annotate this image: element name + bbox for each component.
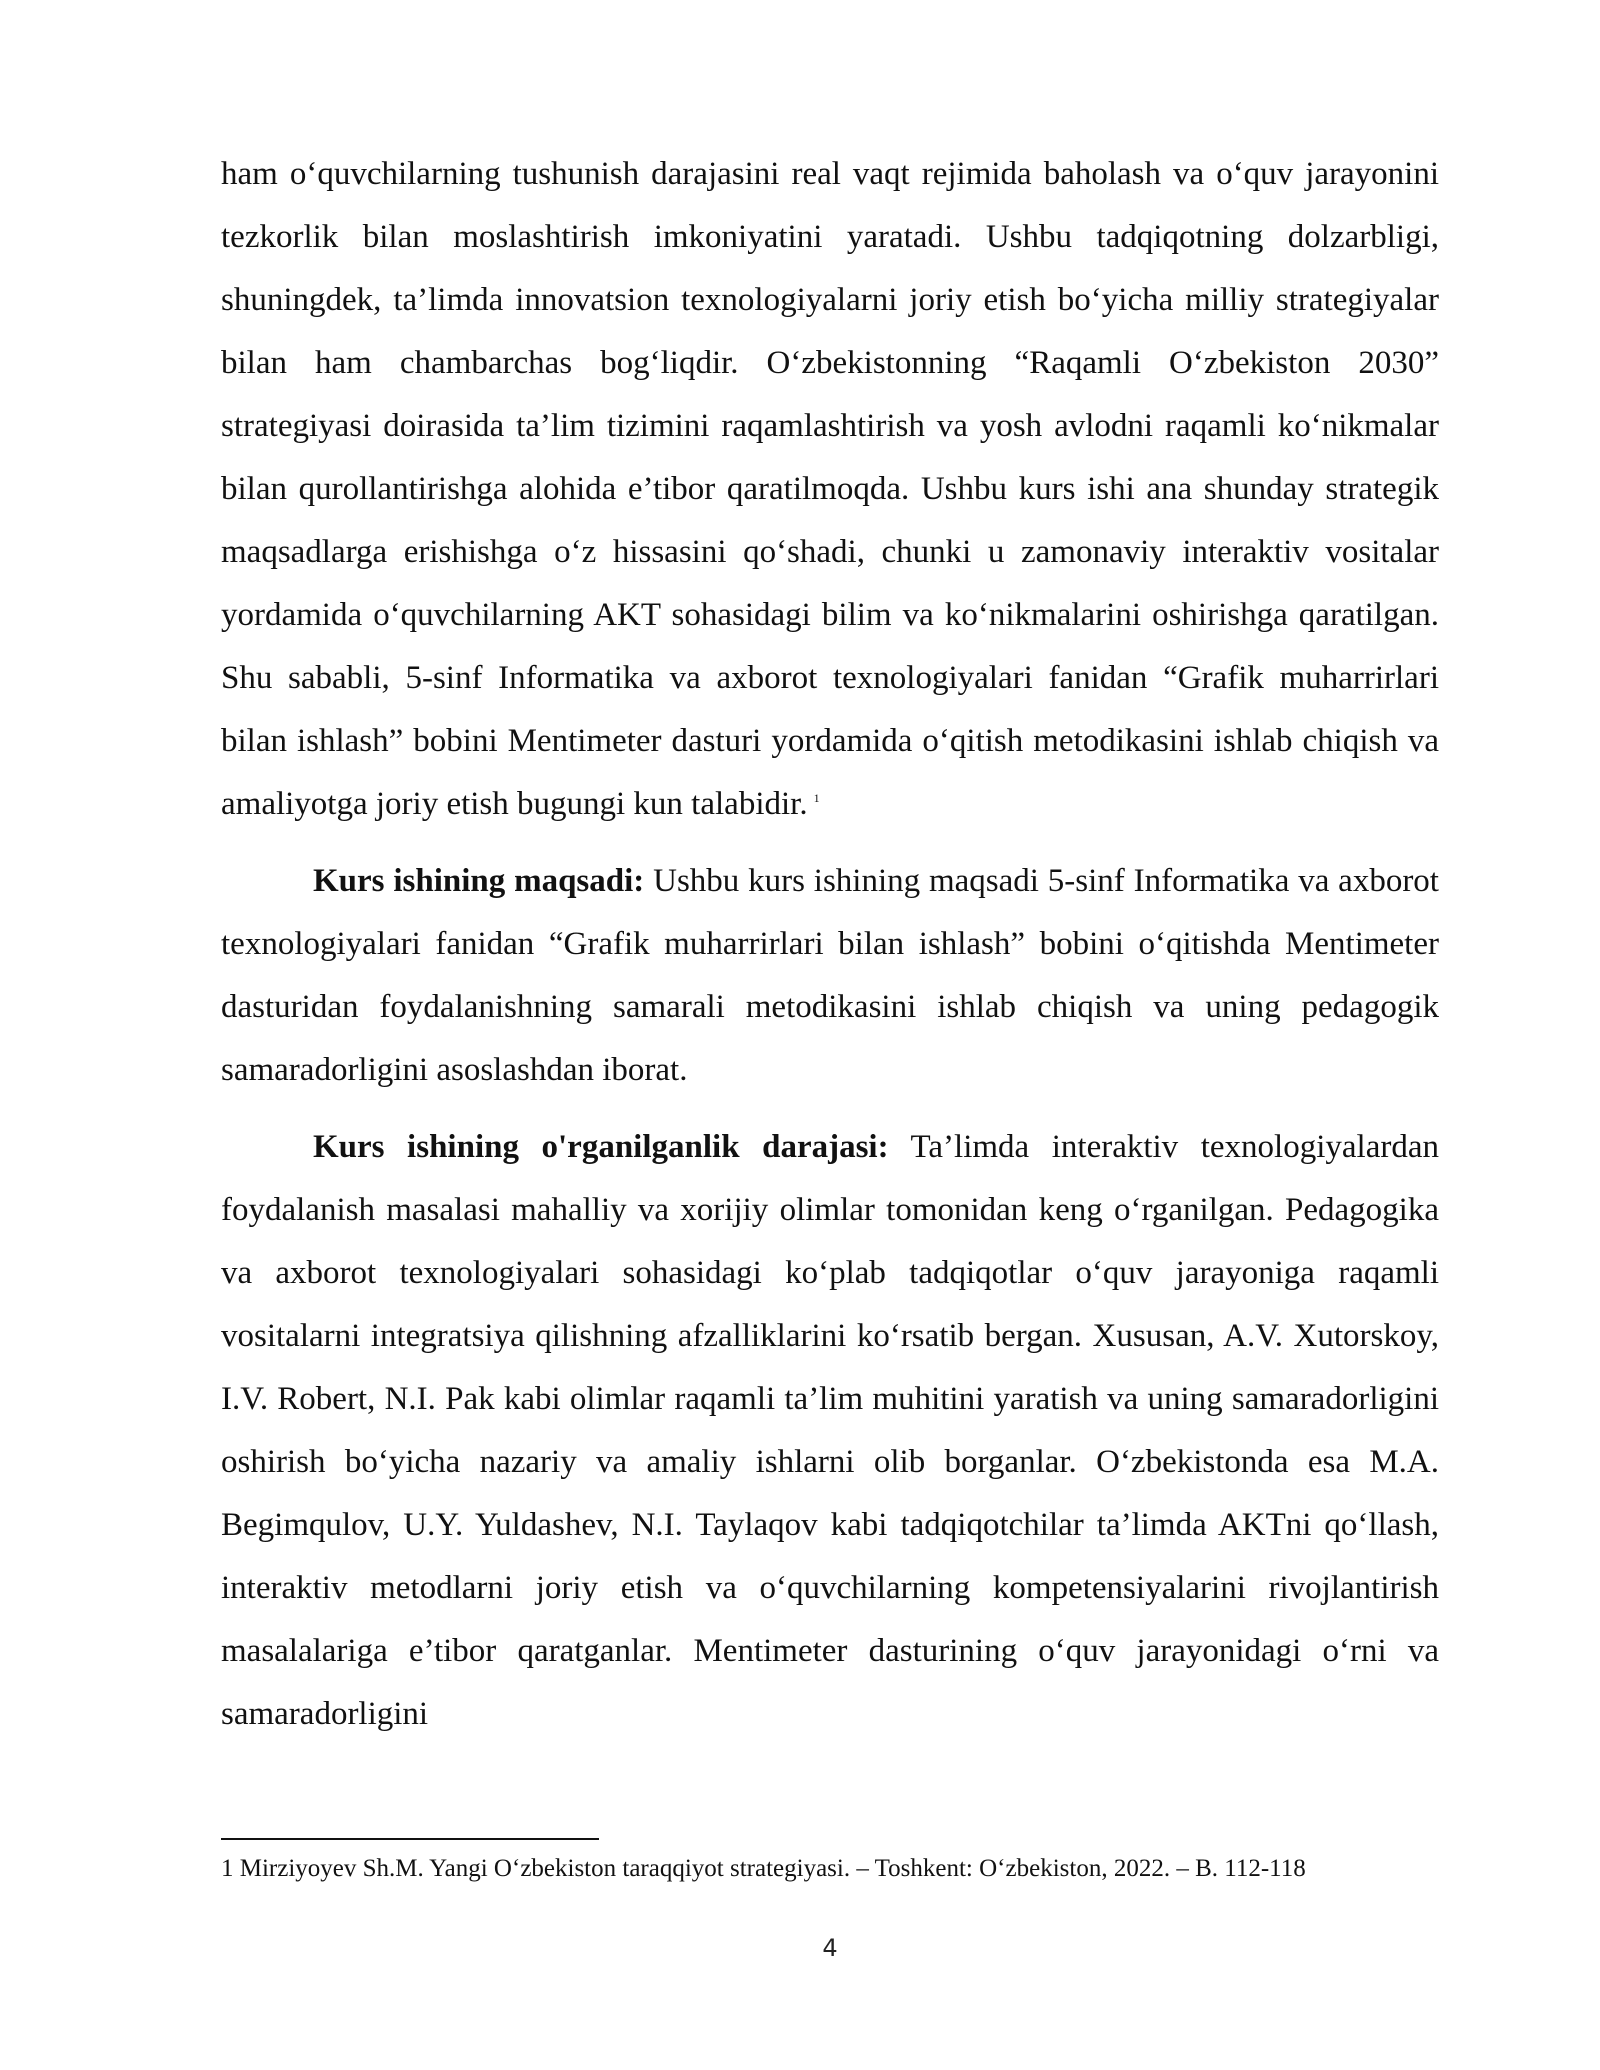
- study-level-heading: Kurs ishining o'rganilganlik darajasi:: [313, 1129, 889, 1165]
- footnote: 1 Mirziyoyev Sh.M. Yangi O‘zbekiston taraqqiyot strategiyasi. – Toshkent: O‘zbekiston, 2022. – B. 112-118: [221, 1855, 1306, 1882]
- paragraph-course-goal: [221, 850, 1439, 1102]
- footnote-reference: 1: [813, 791, 820, 805]
- course-goal-text: Ushbu kurs ishining maqsadi 5-sinf Informatika va axborot texnologiyalari fanidan “Grafik muharrirlari bilan ishlash” bobini o‘qitishda Mentimeter dasturidan foydalanishning samarali metodikasini ishlab chiqish va uning pedagogik samaradorligini asoslashdan iborat.: [221, 863, 1439, 1088]
- footnote-separator: [221, 1838, 599, 1840]
- course-goal-heading: Kurs ishining maqsadi:: [313, 863, 645, 899]
- paragraph-study-level: [221, 1116, 1439, 1746]
- page-number: 4: [822, 1934, 838, 1962]
- paragraph-1-text: ham o‘quvchilarning tushunish darajasini real vaqt rejimida baholash va o‘quv jarayonini tezkorlik bilan moslashtirish imkoniyatini yaratadi. Ushbu tadqiqotning dolzarbligi, shuningdek, ta’limda innovatsion texnologiyalarni joriy etish bo‘yicha milliy strategiyalar bilan ham chambarchas bog‘liqdir. O‘zbekistonning “Raqamli O‘zbekiston 2030” strategiyasi doirasida ta’lim tizimini raqamlashtirish va yosh avlodni raqamli ko‘nikmalar bilan qurollantirishga alohida e’tibor qaratilmoqda. Ushbu kurs ishi ana shunday strategik maqsadlarga erishishga o‘z hissasini qo‘shadi, chunki u zamonaviy interaktiv vositalar yordamida o‘quvchilarning AKT sohasidagi bilim va ko‘nikmalarini oshirishga qaratilgan. Shu sababli, 5-sinf Informatika va axborot texnologiyalari fanidan “Grafik muharrirlari bilan ishlash” bobini Mentimeter dasturi yordamida o‘qitish metodikasini ishlab chiqish va amaliyotga joriy etish bugungi kun talabidir.: [221, 156, 1439, 822]
- body-text: [221, 143, 1439, 1746]
- study-level-text: Ta’limda interaktiv texnologiyalardan foydalanish masalasi mahalliy va xorijiy olimlar tomonidan keng o‘rganilgan. Pedagogika va axborot texnologiyalari sohasidagi ko‘plab tadqiqotlar o‘quv jarayoniga raqamli vositalarni integratsiya qilishning afzalliklarini ko‘rsatib bergan. Xususan, A.V. Xutorskoy, I.V. Robert, N.I. Pak kabi olimlar raqamli ta’lim muhitini yaratish va uning samaradorligini oshirish bo‘yicha nazariy va amaliy ishlarni olib borganlar. O‘zbekistonda esa M.A. Begimqulov, U.Y. Yuldashev, N.I. Taylaqov kabi tadqiqotchilar ta’limda AKTni qo‘llash, interaktiv metodlarni joriy etish va o‘quvchilarning kompetensiyalarini rivojlantirish masalalariga e’tibor qaratganlar. Mentimeter dasturining o‘quv jarayonidagi o‘rni va samaradorligini: [221, 1129, 1439, 1732]
- paragraph-intro-continuation: [221, 143, 1439, 836]
